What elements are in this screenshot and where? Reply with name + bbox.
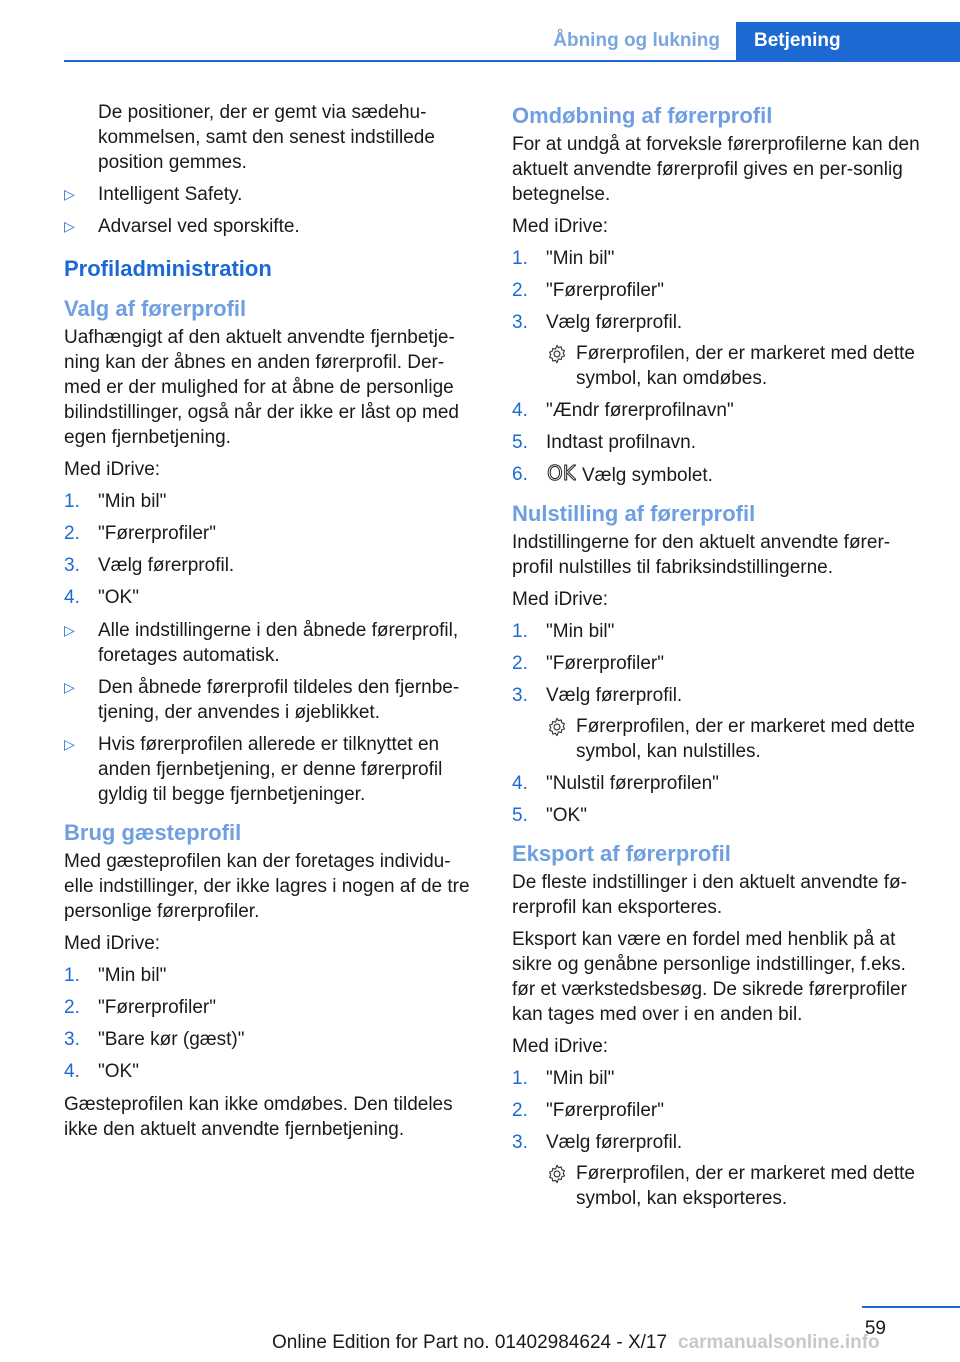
valg-body: Uafhængigt af den aktuelt anvendte fjernbetje-ning kan der åbnes en anden førerprofil. Der-med er der mulighed for at åbne de personlige bilindstillinger, også når der ikke er låst op med egen fjernbetjening. (64, 327, 459, 448)
step-note: Førerprofilen, der er markeret med dette symbol, kan omdøbes. (546, 341, 930, 391)
list-item: 3. Vælg førerprofil. (64, 555, 235, 576)
heading-profile-admin: Profiladministration (64, 256, 272, 281)
gear-icon (546, 1163, 568, 1185)
heading-nulstilling: Nulstilling af førerprofil (512, 501, 756, 526)
valg-steps (64, 489, 480, 610)
intro-paragraph: De positioner, der er gemt via sædehu-kommelsen, samt den senest indstillede position gemmes. (98, 102, 435, 173)
nul-steps (512, 619, 930, 828)
omd-body: For at undgå at forveksle førerprofilerne kan den aktuelt anvendte førerprofil gives en per-sonlig betegnelse. (512, 134, 920, 205)
watermark: carmanualsonline.info (678, 1332, 880, 1353)
step-note: Førerprofilen, der er markeret med dette symbol, kan nulstilles. (546, 714, 930, 764)
list-item: 2. "Førerprofiler" (64, 523, 216, 544)
list-item: 5. Indtast profilnavn. (512, 432, 696, 453)
bullet-list-a (64, 182, 480, 239)
heading-omdobning: Omdøbning af førerprofil (512, 103, 773, 128)
section-tab[interactable]: Åbning og lukning (553, 30, 720, 51)
med-idrive-label: Med iDrive: (64, 459, 161, 480)
list-item: ▷ Advarsel ved sporskifte. (64, 216, 300, 237)
triangle-right-icon: ▷ (64, 622, 75, 638)
list-item: 4. "Nulstil førerprofilen" (512, 773, 719, 794)
svg-text:OK: OK (547, 462, 576, 484)
med-idrive-label: Med iDrive: (512, 216, 609, 237)
list-item: 1. "Min bil" (64, 965, 167, 986)
list-item: 4. "OK" (64, 1061, 139, 1082)
gear-icon (546, 343, 568, 365)
bullet-list-b (64, 618, 480, 807)
triangle-right-icon: ▷ (64, 218, 75, 234)
list-item: 2. "Førerprofiler" (512, 653, 664, 674)
gaest-body: Med gæsteprofilen kan der foretages individu-elle indstillinger, der ikke lagres i nogen af de tre personlige førerprofiler. (64, 851, 470, 922)
list-item: 5. "OK" (512, 805, 587, 826)
eks-body-1: De fleste indstillinger i den aktuelt anvendte fø-rerprofil kan eksporteres. (512, 872, 907, 918)
edition-text: Online Edition for Part no. 01402984624 - X/17 (272, 1332, 668, 1353)
heading-valg: Valg af førerprofil (64, 296, 247, 321)
list-item: 3. Vælg førerprofil. Førerprofilen, der er markeret med dette symbol, kan omdøbes. (512, 310, 930, 391)
list-item: 3. Vælg førerprofil. Førerprofilen, der er markeret med dette symbol, kan eksporteres. (512, 1130, 930, 1211)
list-item: 2. "Førerprofiler" (512, 280, 664, 301)
nul-body: Indstillingerne for den aktuelt anvendte fører-profil nulstilles til fabriksindstillingerne. (512, 532, 891, 578)
header-rule (64, 60, 960, 62)
gaest-footer: Gæsteprofilen kan ikke omdøbes. Den tildeles ikke den aktuelt anvendte fjernbetjening. (64, 1094, 453, 1140)
right-column (512, 100, 930, 1219)
list-item: 3. "Bare kør (gæst)" (64, 1029, 245, 1050)
list-item: 1. "Min bil" (64, 491, 167, 512)
list-item: 4. "Ændr førerprofilnavn" (512, 400, 734, 421)
omd-steps (512, 246, 930, 488)
med-idrive-label: Med iDrive: (512, 1036, 609, 1057)
med-idrive-label: Med iDrive: (512, 589, 609, 610)
list-item: 2. "Førerprofiler" (512, 1100, 664, 1121)
eks-steps (512, 1066, 930, 1211)
triangle-right-icon: ▷ (64, 679, 75, 695)
footer-rule (862, 1306, 960, 1308)
gear-icon (546, 716, 568, 738)
list-item: ▷ Den åbnede førerprofil tildeles den fjernbe-tjening, der anvendes i øjeblikket. (64, 677, 460, 723)
eks-body-2: Eksport kan være en fordel med henblik på at sikre og genåbne personlige indstillinger, f.eks. før et værkstedsbesøg. De sikrede førerprofiler kan tages med over i en anden bil. (512, 929, 907, 1025)
page-number: 59 (864, 1318, 886, 1339)
list-item: 1. "Min bil" (512, 1068, 615, 1089)
list-item: 2. "Førerprofiler" (64, 997, 216, 1018)
ok-symbol-icon (546, 462, 576, 484)
list-item: 6. OK Vælg symbolet. (512, 462, 713, 486)
list-item: ▷ Alle indstillingerne i den åbnede førerprofil, foretages automatisk. (64, 620, 459, 666)
page-footer (0, 1290, 960, 1362)
left-column (64, 100, 480, 1149)
med-idrive-label: Med iDrive: (64, 933, 161, 954)
list-item: 3. Vælg førerprofil. Førerprofilen, der er markeret med dette symbol, kan nulstilles. (512, 683, 930, 764)
page-header (0, 0, 960, 62)
list-item: 4. "OK" (64, 587, 139, 608)
chapter-tab[interactable]: Betjening (736, 22, 960, 62)
triangle-right-icon: ▷ (64, 186, 75, 202)
step-note: Førerprofilen, der er markeret med dette symbol, kan eksporteres. (546, 1161, 930, 1211)
gaest-steps (64, 963, 480, 1084)
list-item: 1. "Min bil" (512, 248, 615, 269)
list-item: ▷ Hvis førerprofilen allerede er tilknyttet en anden fjernbetjening, er denne førerprofil gyldig til begge fjernbetjeninger. (64, 734, 443, 805)
heading-gaest: Brug gæsteprofil (64, 820, 242, 845)
list-item: 1. "Min bil" (512, 621, 615, 642)
list-item: ▷ Intelligent Safety. (64, 184, 243, 205)
triangle-right-icon: ▷ (64, 736, 75, 752)
heading-eksport: Eksport af førerprofil (512, 841, 731, 866)
